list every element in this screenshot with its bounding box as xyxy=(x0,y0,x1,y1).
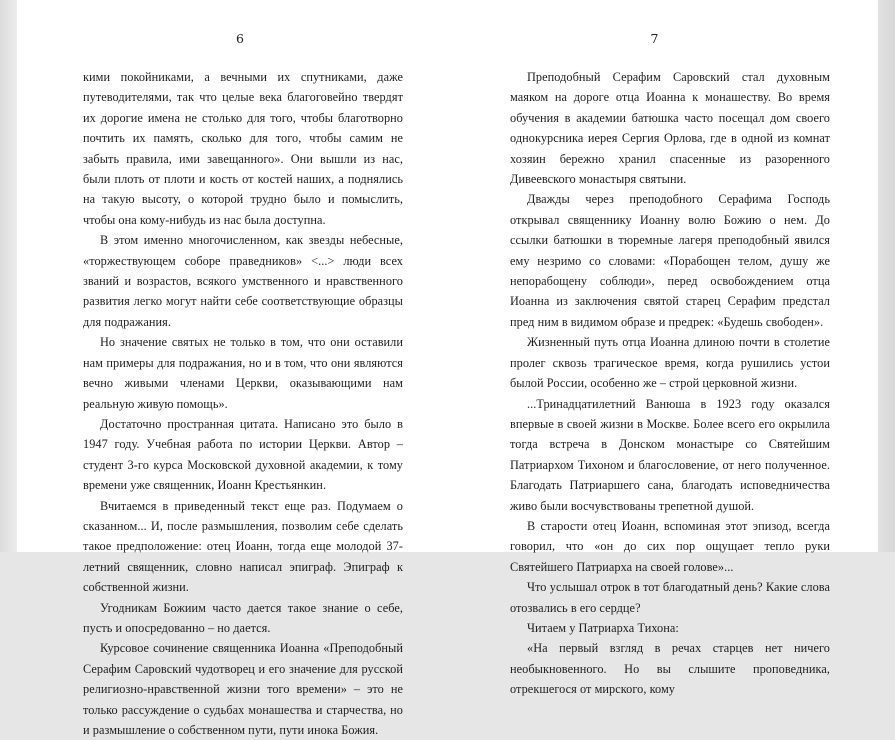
paragraph: Дважды через преподобного Серафима Господь открывал священнику Иоанну волю Божию о нем. До ссылки батюшки в тюремные лагеря преподобный явился ему незримо со словами: «Порабощен телом, душу же непорабощену соблюди», перед освобождением отца Иоанна из заключения святой старец Серафим предстал пред ним в видимом образе и предрек: «Будешь свободен». xyxy=(510,192,830,329)
paragraph: Вчитаемся в приведенный текст еще раз. Подумаем о сказанном... И, после размышления, позволим себе сделать такое предположение: отец Иоанн, тогда еще молодой 37-летний священник, словно написал эпиграф. Эпиграф к собственной жизни. xyxy=(83,498,403,595)
paragraph: Угодникам Божиим часто дается такое знание о себе, пусть и опосредованно – но дается. xyxy=(83,600,403,635)
page-edge-left xyxy=(0,0,17,552)
paragraph: Достаточно пространная цитата. Написано это было в 1947 году. Учебная работа по истории Церкви. Автор – студент 3-го курса Московской духовной академии, к тому времени уже священник, Иоанн Крестьянкин. xyxy=(83,416,403,493)
book-spread xyxy=(17,0,878,737)
paragraph: Преподобный Серафим Саровский стал духовным маяком на дороге отца Иоанна к монашеству. Во время обучения в академии батюшка часто посещал дом своего однокурсника иерея Сергия Орлова, где в одной из комнат хозяин бережно хранил спасенные из разоренного Дивеевского монастыря святыни. xyxy=(510,70,830,187)
left-page xyxy=(17,0,447,737)
paragraph: Читаем у Патриарха Тихона: xyxy=(527,620,679,635)
paragraph: кими покойниками, а вечными их спутниками, даже путеводителями, так что целые века благоговейно твердят их дорогие имена не столько для того, чтобы благотворно почтить их память, сколько для того, чтобы самим не забыть правила, ими завещанного». Они вышли из нас, были плоть от плоти и кость от костей наших, а поднялись на такую высоту, о которой трудно было и помыслить, чтобы она кому-нибудь из нас была доступна. xyxy=(83,70,403,227)
page-number: 6 xyxy=(236,31,244,46)
page-edge-right xyxy=(878,0,895,552)
page-body xyxy=(83,67,403,740)
paragraph: В этом именно многочисленном, как звезды небесные, «торжествующем соборе праведников» <...> люди всех званий и возрастов, всякого умственного и нравственного развития легко могут найти себе соответствующие образцы для подражания. xyxy=(83,233,403,329)
page-number: 7 xyxy=(650,31,659,46)
right-page xyxy=(447,0,878,697)
paragraph: «На первый взгляд в речах старцев нет ничего необыкновенного. Но вы слышите проповедника, отрекшегося от мирского, кому xyxy=(510,641,830,697)
paragraph: Курсовое сочинение священника Иоанна «Преподобный Серафим Саровский чудотворец и его значение для русской религиозно-нравственной жизни того времени» – это не только рассуждение о судьбах монашества и старчества, но и размышление о собственном пути, пути инока Божия. xyxy=(83,641,403,737)
paragraph: Жизненный путь отца Иоанна длиною почти в столетие пролег сквозь трагическое время, когда рушились устои былой России, особенно же – строй церковной жизни. xyxy=(510,335,830,391)
paragraph: Но значение святых не только в том, что они оставили нам примеры для подражания, но и в том, что они являются вечно живыми членами Церкви, оказывающими нам реальную живую помощь». xyxy=(83,335,403,411)
page-body xyxy=(510,67,830,700)
paragraph: В старости отец Иоанн, вспоминая этот эпизод, всегда говорил, что «он до сих пор ощущает тепло руки Святейшего Патриарха на своей голове»... xyxy=(510,518,830,574)
paragraph: Что услышал отрок в тот благодатный день? Какие слова отозвались в его сердце? xyxy=(510,580,830,615)
paragraph: ...Тринадцатилетний Ванюша в 1923 году оказался впервые в своей жизни в Москве. Более всего его окрылила тогда встреча в Донском монастыре со Святейшим Патриархом Тихоном и благословение, от него полученное. Благодать Патриаршего сана, благодать исповедничества живо были восчувствованы трепетной душой. xyxy=(510,396,830,513)
